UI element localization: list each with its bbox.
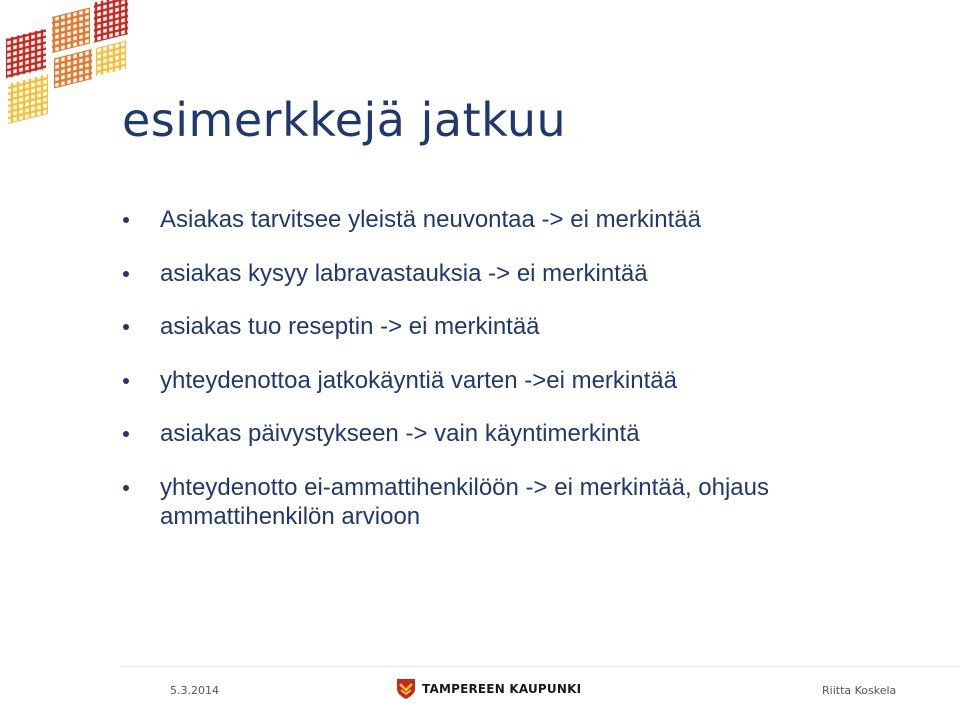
footer-organization: TAMPEREEN KAUPUNKI [422,682,582,696]
bullet-text: asiakas tuo reseptin -> ei merkintää [160,313,540,340]
bullet-item [123,366,943,395]
bullet-item [123,312,943,341]
tampere-coat-of-arms-icon [396,678,416,700]
slide-title: esimerkkejä jatkuu [122,93,567,147]
corner-logo-icon [0,0,140,140]
footer-brand [396,678,581,700]
bullet-item [123,205,943,234]
bullet-text: Asiakas tarvitsee yleistä neuvontaa -> ei merkintää [160,206,701,233]
bullet-dot-icon [123,324,129,330]
bullet-text: yhteydenotto ei-ammattihenkilöön -> ei merkintää, ohjaus ammattihenkilön arvioon [160,473,769,530]
bullet-list [123,205,943,555]
footer-date: 5.3.2014 [170,684,219,697]
bullet-dot-icon [123,271,129,277]
bullet-text: asiakas kysyy labravastauksia -> ei merkintää [160,259,648,287]
bullet-item [123,259,943,288]
bullet-item [123,419,943,448]
bullet-dot-icon [123,217,129,223]
footer-author: Riitta Koskela [822,684,897,697]
bullet-item [123,473,943,531]
footer-divider [120,666,960,667]
bullet-dot-icon [123,431,129,437]
bullet-dot-icon [123,378,129,384]
bullet-text: asiakas päivystykseen -> vain käyntimerkintä [160,420,640,447]
bullet-dot-icon [123,485,129,491]
bullet-text: yhteydenottoa jatkokäyntiä varten ->ei merkintää [160,366,677,394]
